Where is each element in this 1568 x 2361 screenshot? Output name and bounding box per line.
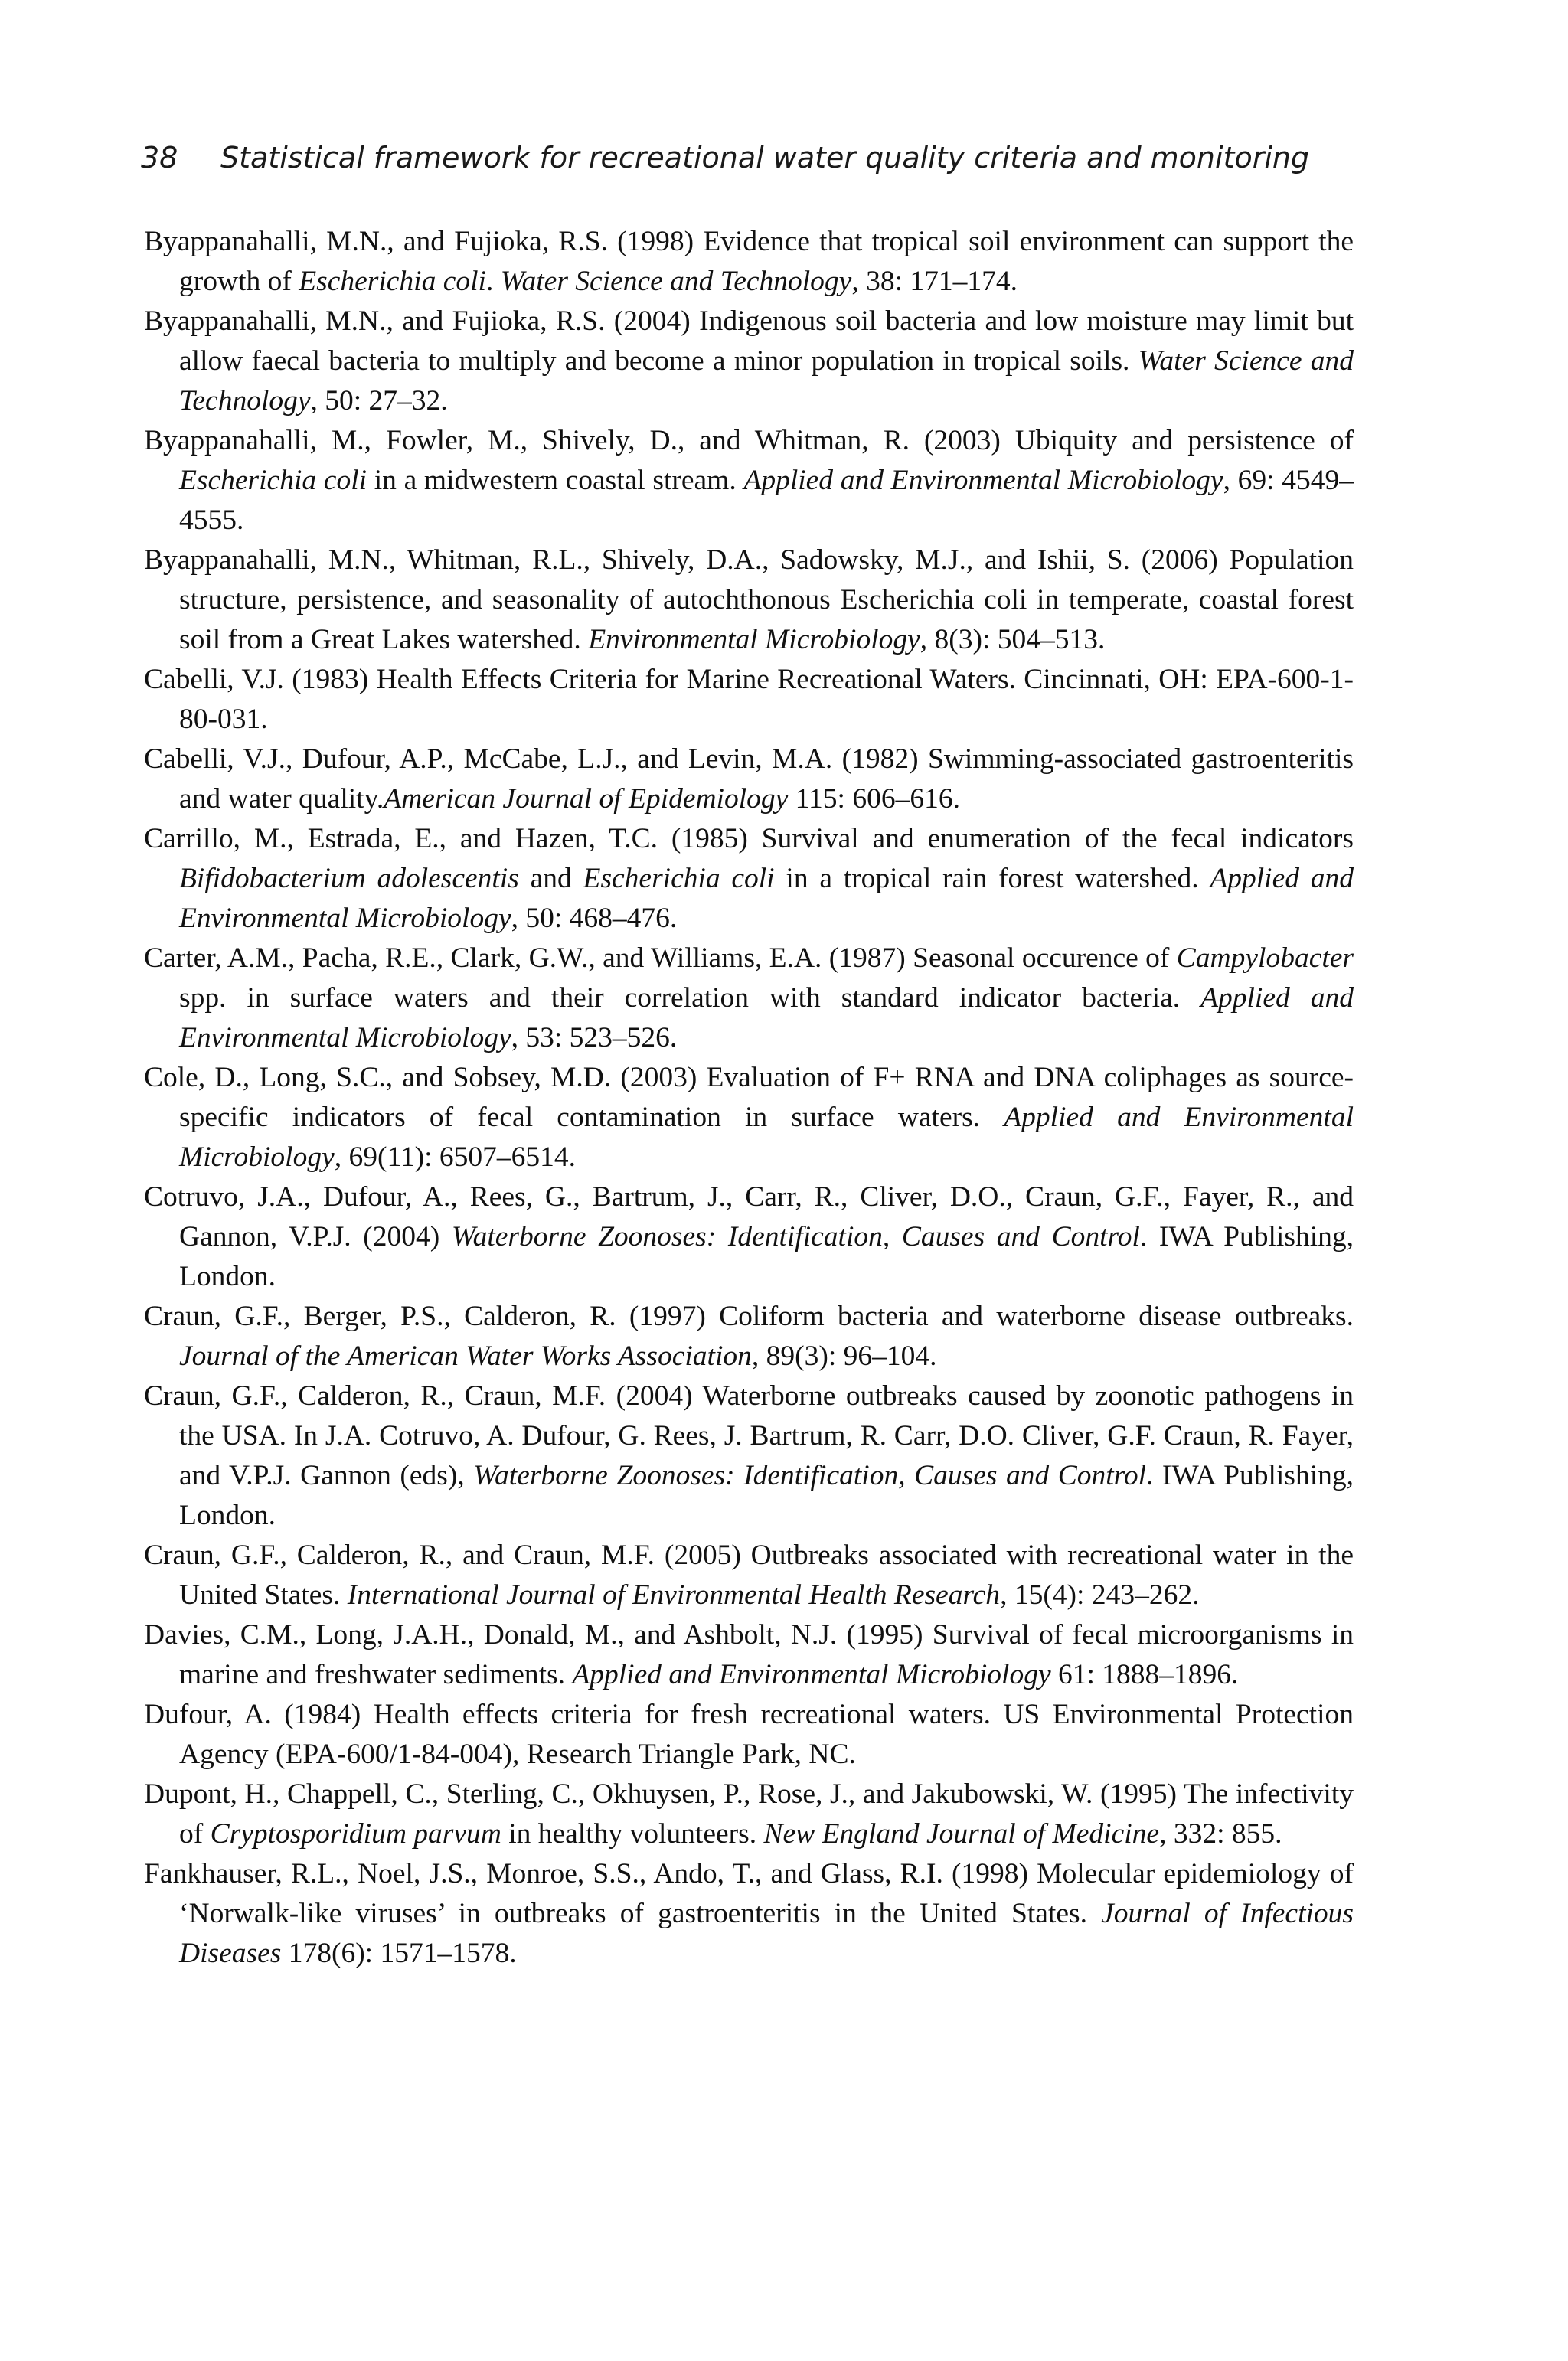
reference-text: Byappanahalli, M., Fowler, M., Shively, D., and Whitman, R. (2003) Ubiquity and persistence of (144, 425, 1354, 456)
reference-italic-text: Escherichia coli (299, 266, 486, 297)
reference-text: . IWA Publishing, London. (179, 1460, 1354, 1531)
reference-entry (144, 302, 1354, 421)
reference-text: Carter, A.M., Pacha, R.E., Clark, G.W., and Williams, E.A. (1987) Seasonal occurence of (144, 942, 1177, 974)
running-head (141, 135, 1309, 181)
reference-entry (144, 1615, 1354, 1695)
reference-text: Davies, C.M., Long, J.A.H., Donald, M., and Ashbolt, N.J. (1995) Survival of fecal microorganisms in marine and freshwater sediments. (144, 1619, 1354, 1690)
reference-text: and (518, 863, 583, 894)
reference-text: 61: 1888–1896. (1050, 1659, 1239, 1690)
reference-italic-text: American Journal of Epidemiology (384, 783, 789, 815)
reference-italic-text: Cryptosporidium parvum (210, 1818, 501, 1850)
reference-entry (144, 1536, 1354, 1615)
reference-italic-text: New England Journal of Medicine (763, 1818, 1160, 1850)
reference-italic-text: Waterborne Zoonoses: Identification, Causes and Control (473, 1460, 1147, 1491)
reference-italic-text: Journal of the American Water Works Association (179, 1341, 752, 1372)
reference-text: spp. in surface waters and their correlation with standard indicator bacteria. (179, 982, 1201, 1014)
reference-italic-text: Bifidobacterium adolescentis (179, 863, 519, 894)
reference-text: . (485, 266, 501, 297)
reference-text: Cabelli, V.J., Dufour, A.P., McCabe, L.J., and Levin, M.A. (1982) Swimming-associated gastroenteritis and water quality. (144, 743, 1354, 815)
reference-entry (144, 1695, 1354, 1775)
reference-text: , 89(3): 96–104. (751, 1341, 937, 1372)
reference-entry (144, 222, 1354, 302)
reference-italic-text: Escherichia coli (583, 863, 775, 894)
reference-text: Byappanahalli, M.N., and Fujioka, R.S. (2004) Indigenous soil bacteria and low moisture may limit but allow faecal bacteria to multiply and become a minor population in tropical soils. (144, 305, 1354, 377)
reference-text: , 50: 468–476. (511, 903, 678, 934)
reference-entry (144, 1854, 1354, 1974)
reference-italic-text: Applied and Environmental Microbiology (179, 982, 1354, 1053)
reference-italic-text: Water Science and Technology (179, 345, 1354, 416)
reference-text: 115: 606–616. (788, 783, 960, 815)
reference-text: Carrillo, M., Estrada, E., and Hazen, T.C. (1985) Survival and enumeration of the fecal indicators (144, 823, 1354, 854)
reference-text: Cotruvo, J.A., Dufour, A., Rees, G., Bartrum, J., Carr, R., Cliver, D.O., Craun, G.F., Fayer, R., and Gannon, V.P.J. (2004) (144, 1181, 1354, 1252)
reference-italic-text: Escherichia coli (179, 465, 368, 496)
reference-italic-text: Applied and Environmental Microbiology (743, 465, 1223, 496)
reference-text: , 50: 27–32. (310, 385, 448, 416)
reference-entry (144, 1177, 1354, 1297)
reference-italic-text: Journal of Infectious Diseases (179, 1898, 1354, 1969)
reference-text: in healthy volunteers. (501, 1818, 764, 1850)
reference-italic-text: Applied and Environmental Microbiology (179, 863, 1354, 934)
reference-italic-text: Applied and Environmental Microbiology (572, 1659, 1051, 1690)
reference-entry (144, 740, 1354, 819)
reference-text: Craun, G.F., Calderon, R., and Craun, M.F. (2005) Outbreaks associated with recreational water in the United States. (144, 1540, 1354, 1611)
reference-entry (144, 1376, 1354, 1536)
reference-entry (144, 1297, 1354, 1376)
running-title: Statistical framework for recreational water quality criteria and monitoring (220, 141, 1310, 175)
reference-text: in a midwestern coastal stream. (367, 465, 744, 496)
reference-text: , 69(11): 6507–6514. (334, 1141, 576, 1173)
reference-text: Dupont, H., Chappell, C., Sterling, C., Okhuysen, P., Rose, J., and Jakubowski, W. (1995) The infectivity of (144, 1778, 1354, 1850)
reference-italic-text: Environmental Microbiology (588, 624, 920, 655)
reference-italic-text: Campylobacter (1176, 942, 1354, 974)
reference-text: Craun, G.F., Berger, P.S., Calderon, R. (1997) Coliform bacteria and waterborne disease outbreaks. (144, 1301, 1354, 1332)
reference-text: Dufour, A. (1984) Health effects criteria for fresh recreational waters. US Environmental Protection Agency (EPA-600/1-84-004), Research Triangle Park, NC. (144, 1699, 1354, 1770)
reference-entry (144, 819, 1354, 939)
reference-text: , 8(3): 504–513. (920, 624, 1106, 655)
reference-text: Byappanahalli, M.N., Whitman, R.L., Shively, D.A., Sadowsky, M.J., and Ishii, S. (2006) Population structure, persistence, and seasonality of autochthonous Escherichia coli in temperate, coastal forest soil from a Great Lakes watershed. (144, 544, 1354, 655)
reference-italic-text: Water Science and Technology (500, 266, 852, 297)
reference-text: , 332: 855. (1159, 1818, 1282, 1850)
reference-italic-text: Waterborne Zoonoses: Identification, Causes and Control (451, 1221, 1140, 1252)
reference-text: , 69: 4549–4555. (179, 465, 1354, 536)
reference-italic-text: International Journal of Environmental Health Research (347, 1579, 1001, 1611)
reference-entry (144, 1058, 1354, 1177)
reference-text: 178(6): 1571–1578. (281, 1938, 517, 1969)
reference-text: Fankhauser, R.L., Noel, J.S., Monroe, S.S., Ando, T., and Glass, R.I. (1998) Molecular epidemiology of ‘Norwalk-like viruses’ in outbreaks of gastroenteritis in the United States. (144, 1858, 1354, 1929)
reference-entry (144, 421, 1354, 540)
reference-list (144, 222, 1354, 1974)
reference-text: Byappanahalli, M.N., and Fujioka, R.S. (1998) Evidence that tropical soil environment can support the growth of (144, 226, 1354, 297)
page-number: 38 (141, 141, 178, 175)
reference-entry (144, 660, 1354, 740)
reference-text: , 38: 171–174. (851, 266, 1018, 297)
reference-entry (144, 540, 1354, 660)
reference-text: . IWA Publishing, London. (179, 1221, 1354, 1292)
reference-text: , 53: 523–526. (511, 1022, 678, 1053)
reference-text: , 15(4): 243–262. (1000, 1579, 1200, 1611)
reference-entry (144, 939, 1354, 1058)
reference-text: Craun, G.F., Calderon, R., Craun, M.F. (2004) Waterborne outbreaks caused by zoonotic pathogens in the USA. In J.A. Cotruvo, A. Dufour, G. Rees, J. Bartrum, R. Carr, D.O. Cliver, G.F. Craun, R. Fayer, and V.P.J. Gannon (eds), (144, 1380, 1354, 1491)
reference-text: Cole, D., Long, S.C., and Sobsey, M.D. (2003) Evaluation of F+ RNA and DNA coliphages as source-specific indicators of fecal contamination in surface waters. (144, 1062, 1354, 1133)
reference-italic-text: Applied and Environmental Microbiology (179, 1102, 1354, 1173)
reference-text: Cabelli, V.J. (1983) Health Effects Criteria for Marine Recreational Waters. Cincinnati, OH: EPA-600-1-80-031. (144, 664, 1354, 735)
reference-entry (144, 1775, 1354, 1854)
reference-text: in a tropical rain forest watershed. (774, 863, 1210, 894)
